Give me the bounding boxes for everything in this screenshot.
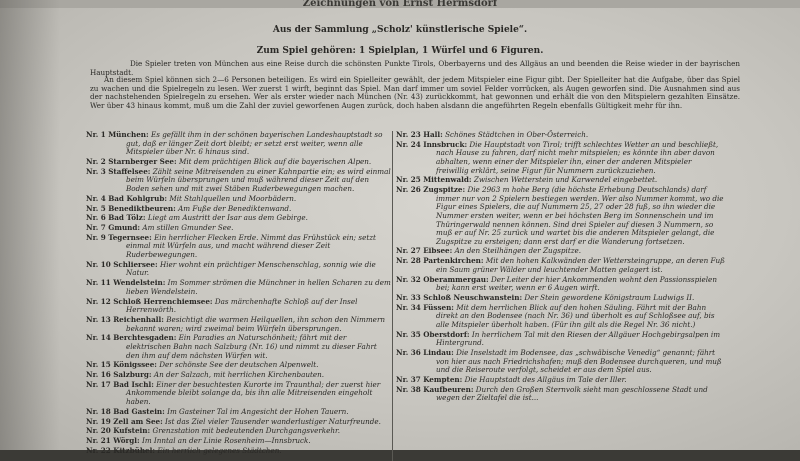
rule-entry <box>86 261 391 278</box>
rules-column-right <box>396 131 726 404</box>
rule-entry-label: Nr. 21 Wörgl: <box>86 436 140 446</box>
rule-entry-text: Zählt seine Mitreisenden zu einer Kahnpartie ein; es wird einmal beim Würfeln übersprungen und muß während dieser Zeit auf den Boden sehen und mit zwei Stäben Ruderbewegungen machen. <box>126 166 391 193</box>
rule-entry-text: Ein herrlich gelegenes Städtchen. <box>157 445 282 455</box>
rule-entry-label: Nr. 15 Königssee: <box>86 360 157 370</box>
rule-entry-label: Nr. 4 Bad Kohlgrub: <box>86 193 168 203</box>
rule-entry-label: Nr. 22 Kitzbühel: <box>86 445 156 455</box>
rule-entry <box>86 418 391 427</box>
rule-entry-text: Ein herrlicher Flecken Erde. Nimmt das Frühstück ein; setzt einmal mit Würfeln aus, und macht während dieser Zeit Ruderbewegungen. <box>126 232 376 260</box>
rule-entry <box>396 131 726 140</box>
rule-entry-text: Ist das Ziel vieler Tausender wanderlustiger Naturfreunde. <box>165 416 381 426</box>
rule-entry-text: Die Hauptstadt von Tirol; trifft schlechtes Wetter an und beschließt, nach Hause zu fahren, darf nicht mehr mitspielen; es könnte ihn aber davon abhalten, wenn einer der Mitspieler ihn, einer der anderen Mitspieler freiwillig erklärt, seine Figur für Nummern zurückzuziehen. <box>436 139 719 175</box>
rule-entry-label: Nr. 36 Lindau: <box>396 348 454 358</box>
rule-entry-text: Zwischen Wetterstein und Karwendel eingebettet. <box>473 175 658 185</box>
rule-entry <box>86 158 391 167</box>
intro-paragraph-2: An diesem Spiel können sich 2—6 Personen beteiligen. Es wird ein Spielleiter gewählt, der jedem Mitspieler eine Figur gibt. Der Spielleiter hat die Aufgabe, über das Spiel zu wachen und die Spielregeln zu lesen. Wer zuerst 1 wirft, beginnt das Spiel. Man darf immer um soviel Felder vorrücken, als Augen geworfen sind. Die Ausnahmen sind aus der nachstehenden Spielregeln zu ersehen. Wer als erster wieder nach München (Nr. 43) zurückkommt, hat gewonnen und erhält die von den Mitspielern gezahlten Einsätze. Wer über 43 hinaus kommt, muß um die Zahl der zuviel geworfenen Augen zurück, doch haben alsdann die angeführten Regeln ebenfalls Gültigkeit mehr für ihn. <box>90 75 740 110</box>
rule-entry-label: Nr. 27 Eibsee: <box>396 246 453 256</box>
rule-entry <box>86 334 391 360</box>
rule-entry-label: Nr. 14 Berchtesgaden: <box>86 333 177 343</box>
rule-entry-label: Nr. 26 Zugspitze: <box>396 185 466 195</box>
credit-line: Zeichnungen von Ernst Hermsdorf <box>302 0 498 9</box>
rule-entry-text: Am stillen Gmunder See. <box>142 223 234 233</box>
rule-entry-text: Schönes Städtchen in Ober-Österreich. <box>445 130 589 139</box>
rule-entry-text: Hier wohnt ein prächtiger Menschenschlag, sonnig wie die Natur. <box>126 259 376 278</box>
rule-entry-text: Die Hauptstadt des Allgäus im Tale der Iller. <box>464 375 627 385</box>
rule-entry-text: Besichtigt die warmen Heilquellen, ihn schon den Nimmern bekannt waren; wird zweimal beim Würfeln übersprungen. <box>126 314 386 333</box>
column-divider <box>392 131 393 461</box>
rule-entry <box>86 361 391 370</box>
rule-entry <box>396 304 726 330</box>
rule-entry-label: Nr. 18 Bad Gastein: <box>86 406 165 416</box>
rule-entry <box>396 176 726 185</box>
rule-entry-text: Der Stein gewordene Königstraum Ludwigs II. <box>524 293 695 302</box>
rule-entry <box>86 168 391 194</box>
rule-entry-label: Nr. 9 Tegernsee: <box>86 232 152 242</box>
rule-entry-text: Mit Stahlquellen und Moorbädern. <box>169 193 297 203</box>
rule-entry-label: Nr. 25 Mittenwald: <box>396 175 472 185</box>
rule-entry-label: Nr. 34 Füssen: <box>396 302 454 312</box>
rule-entry-text: An der Salzach, mit herrlichen Kirchenbauten. <box>153 370 325 380</box>
rule-entry-text: Im Sommer strömen die Münchner in hellen Scharen zu dem lieben Wendelstein. <box>126 278 391 296</box>
intro-paragraph-1: Die Spieler treten von München aus eine Reise durch die schönsten Punkte Tirols, Oberbayerns und des Allgäus an und beenden die Reise wieder in der bayrischen Hauptstadt. <box>90 59 740 77</box>
rule-entry-label: Nr. 3 Staffelsee: <box>86 166 151 176</box>
rule-entry-label: Nr. 28 Partenkirchen: <box>396 256 484 266</box>
rule-entry <box>86 298 391 315</box>
rule-entry-label: Nr. 20 Kufstein: <box>86 426 151 436</box>
rule-entry <box>86 234 391 260</box>
rule-entry-text: In herrlichem Tal mit den Riesen der Allgäuer Hochgebirgsalpen im Hintergrund. <box>436 329 721 348</box>
rule-entry <box>86 214 391 223</box>
rule-entry-label: Nr. 16 Salzburg: <box>86 370 152 380</box>
rule-entry <box>86 205 391 214</box>
rule-entry-label: Nr. 2 Starnberger See: <box>86 156 177 166</box>
rule-entry-text: Das märchenhafte Schloß auf der Insel Herrenwörth. <box>126 296 358 315</box>
page-shadow <box>0 0 60 450</box>
rule-entry <box>396 294 726 303</box>
rule-entry-text: An den Steilhängen der Zugspitze. <box>454 246 582 256</box>
rule-entry <box>86 437 391 446</box>
rule-entry <box>396 331 726 348</box>
rule-entry-label: Nr. 10 Schliersee: <box>86 259 158 269</box>
rule-entry-text: Der Leiter der hier Ankommenden wohnt den Passionsspielen bei; kann erst weiter, wenn er 6 Augen wirft. <box>436 274 717 293</box>
contents-line: Zum Spiel gehören: 1 Spielplan, 1 Würfel und 6 Figuren. <box>256 46 544 56</box>
rule-entry <box>396 386 726 403</box>
rule-entry-label: Nr. 37 Kempten: <box>396 375 463 385</box>
rule-entry-label: Nr. 24 Innsbruck: <box>396 139 468 149</box>
collection-line: Aus der Sammlung „Scholz' künstlerische Spiele“. <box>272 25 528 35</box>
rule-entry <box>86 316 391 333</box>
rule-entry <box>396 247 726 256</box>
rule-entry-label: Nr. 6 Bad Tölz: <box>86 213 146 223</box>
rule-entry <box>86 224 391 233</box>
rule-entry-label: Nr. 12 Schloß Herrenchiemsee: <box>86 296 213 306</box>
rule-entry <box>86 195 391 204</box>
rule-entry <box>396 349 726 375</box>
rule-entry-text: Im Gasteiner Tal im Angesicht der Hohen Tauern. <box>167 406 349 416</box>
rule-entry <box>86 381 391 407</box>
rule-entry <box>86 279 391 296</box>
rule-entry <box>86 427 391 436</box>
rule-entry-text: Liegt am Austritt der Isar aus dem Gebirge. <box>147 213 308 223</box>
rule-entry-label: Nr. 19 Zell am See: <box>86 416 163 426</box>
rule-entry-text: Mit dem prächtigen Blick auf die bayerischen Alpen. <box>178 156 372 166</box>
rule-entry-label: Nr. 5 Benediktbeuren: <box>86 203 176 213</box>
rule-entry-label: Nr. 13 Reichenhall: <box>86 314 164 324</box>
rule-entry-text: Der schönste See der deutschen Alpenwelt. <box>159 360 319 370</box>
rule-entry-label: Nr. 7 Gmund: <box>86 223 141 233</box>
rule-entry-label: Nr. 1 München: <box>86 130 149 139</box>
rule-entry <box>396 276 726 293</box>
rule-entry <box>86 371 391 380</box>
rule-entry <box>396 186 726 246</box>
rule-entry-text: Im Inntal an der Linie Rosenheim—Innsbruck. <box>141 436 311 446</box>
rule-entry-text: Am Fuße der Benediktenwand. <box>178 203 292 213</box>
rule-entry <box>396 257 726 274</box>
rule-entry-text: Einer der besuchtesten Kurorte im Traunthal; der zuerst hier Ankommende bleibt solange da, bis ihn alle Mitreisenden eingeholt haben. <box>126 379 381 407</box>
rule-entry-text: Die 2963 m hohe Berg (die höchste Erhebung Deutschlands) darf immer nur von 2 Spielern bestiegen werden. Wer also Nummer kommt, wo die Figur eines Spielers, die auf Nummern 25, 27 oder 28 fuß, so ihn wieder die Nummer ersten weiter, wenn er bei höchsten Berg im Sonnenschein und im Thüringerwald nennen können. Sind drei Spieler auf diesen 3 Nummern, so muß er auf Nr. 25 zurück und wartet bis die anderen Mitspieler gelangt, die Zugspitze zu ersteigen; dann erst darf er die Wanderung fortsetzen. <box>436 185 724 246</box>
rule-entry <box>396 141 726 175</box>
rule-entry-label: Nr. 33 Schloß Neuschwanstein: <box>396 293 523 302</box>
rule-entry-label: Nr. 38 Kaufbeuren: <box>396 384 474 394</box>
rule-entry-text: Die Inselstadt im Bodensee, das „schwäbische Venedig“ genannt; fährt von hier aus nach Friedrichshafen; muß den Bodensee durchqueren, und muß und die Reiseroute verfolgt, scheidet er aus dem Spiel aus. <box>436 348 722 375</box>
rule-entry-text: Ein Paradies an Naturschönheit; fährt mit der elektrischen Bahn nach Salzburg (Nr. 16) und nimmt zu dieser Fahrt den ihm auf dem nächsten Würfen wit. <box>126 333 377 360</box>
rule-entry-label: Nr. 23 Hall: <box>396 130 443 139</box>
rules-column-left <box>86 131 391 457</box>
rule-entry-text: Mit den hohen Kalkwänden der Wettersteingruppe, an deren Fuß ein Saum grüner Wälder und leuchtender Matten gelagert ist. <box>436 256 725 274</box>
rule-entry <box>86 131 391 157</box>
rule-entry-text: Es gefällt ihm in der schönen bayerischen Landeshauptstadt so gut, daß er länger Zeit dort bleibt; er setzt erst weiter, wenn alle Mitspieler über Nr. 6 hinaus sind. <box>126 130 383 157</box>
rule-entry-label: Nr. 32 Oberammergau: <box>396 274 489 284</box>
rule-entry <box>396 376 726 385</box>
rule-entry-text: Durch den Großen Sternvolk sieht man geschlossene Stadt und wegen der Zieltafel die ist... <box>436 384 708 403</box>
rule-entry <box>86 408 391 417</box>
rule-entry-label: Nr. 35 Oberstdorf: <box>396 329 470 339</box>
rule-entry-text: Grenzstation mit bedeutenden Durchgangsverkehr. <box>152 426 340 436</box>
rule-entry-label: Nr. 17 Bad Ischl: <box>86 379 154 389</box>
rule-entry-label: Nr. 11 Wendelstein: <box>86 278 166 288</box>
rule-entry-text: Mit dem herrlichen Blick auf den hohen Säuling. Fährt mit der Bahn direkt an den Bodensee (nach Nr. 36) und überholt es auf Schloßsee auf, bis alle Mitspieler überholt haben. (Für ihn gilt als die Regel Nr. 36 nicht.) <box>436 302 715 329</box>
rule-entry <box>86 447 391 456</box>
